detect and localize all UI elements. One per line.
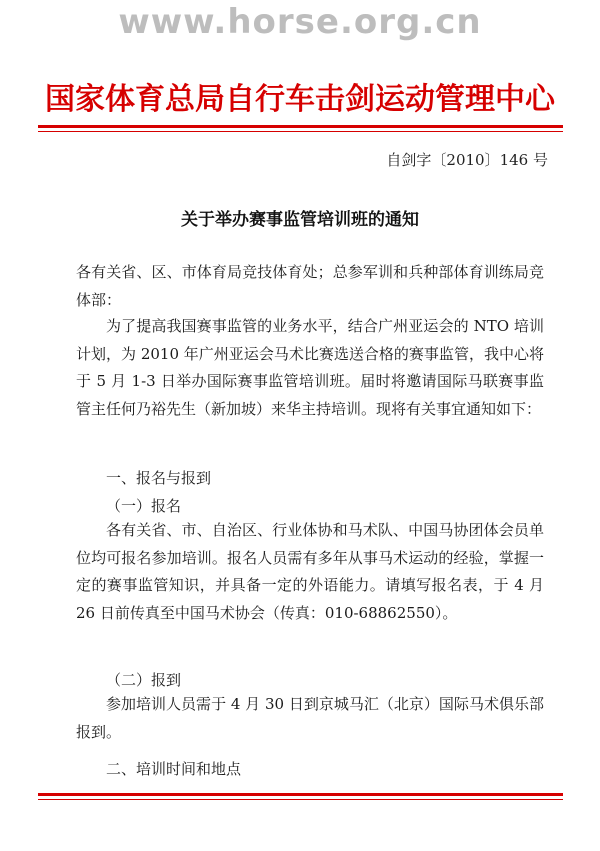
header-rule-thin: [38, 131, 563, 132]
subsection-1-body: 各有关省、市、自治区、行业体协和马术队、中国马协团体会员单位均可报名参加培训。报名人员需有多年从事马术运动的经验，掌握一定的赛事监管知识，并具备一定的外语能力。请填写报名表，于 4 月 26 日前传真至中国马术协会（传真：010-68862550）。: [76, 521, 544, 622]
section-2-heading: 二、培训时间和地点: [106, 760, 242, 778]
subsection-1-heading: （一）报名: [106, 497, 182, 515]
subsection-2-heading: （二）报到: [106, 671, 182, 689]
addressee: 各有关省、区、市体育局竞技体育处；总参军训和兵种部体育训练局竞体部：: [76, 263, 544, 309]
section-1-heading: 一、报名与报到: [106, 469, 212, 487]
footer-rule-thick: [38, 793, 563, 796]
footer-rule-thin: [38, 799, 563, 800]
notice-title: 关于举办赛事监管培训班的通知: [181, 210, 419, 230]
intro-paragraph: 为了提高我国赛事监管的业务水平，结合广州亚运会的 NTO 培训计划，为 2010 年广州亚运会马术比赛选送合格的赛事监管，我中心将于 5 月 1-3 日举办国际赛事监管培训班。届时将邀请国际马联赛事监管主任何乃裕先生（新加坡）来华主持培训。现将有关事宜通知如下：: [76, 317, 544, 418]
watermark: www.horse.org.cn: [118, 2, 482, 42]
subsection-2-body: 参加培训人员需于 4 月 30 日到京城马汇（北京）国际马术俱乐部报到。: [76, 695, 544, 741]
letterhead-title: 国家体育总局自行车击剑运动管理中心: [45, 82, 555, 117]
header-rule-thick: [38, 125, 563, 128]
document-number: 自剑字〔2010〕146 号: [386, 151, 548, 169]
